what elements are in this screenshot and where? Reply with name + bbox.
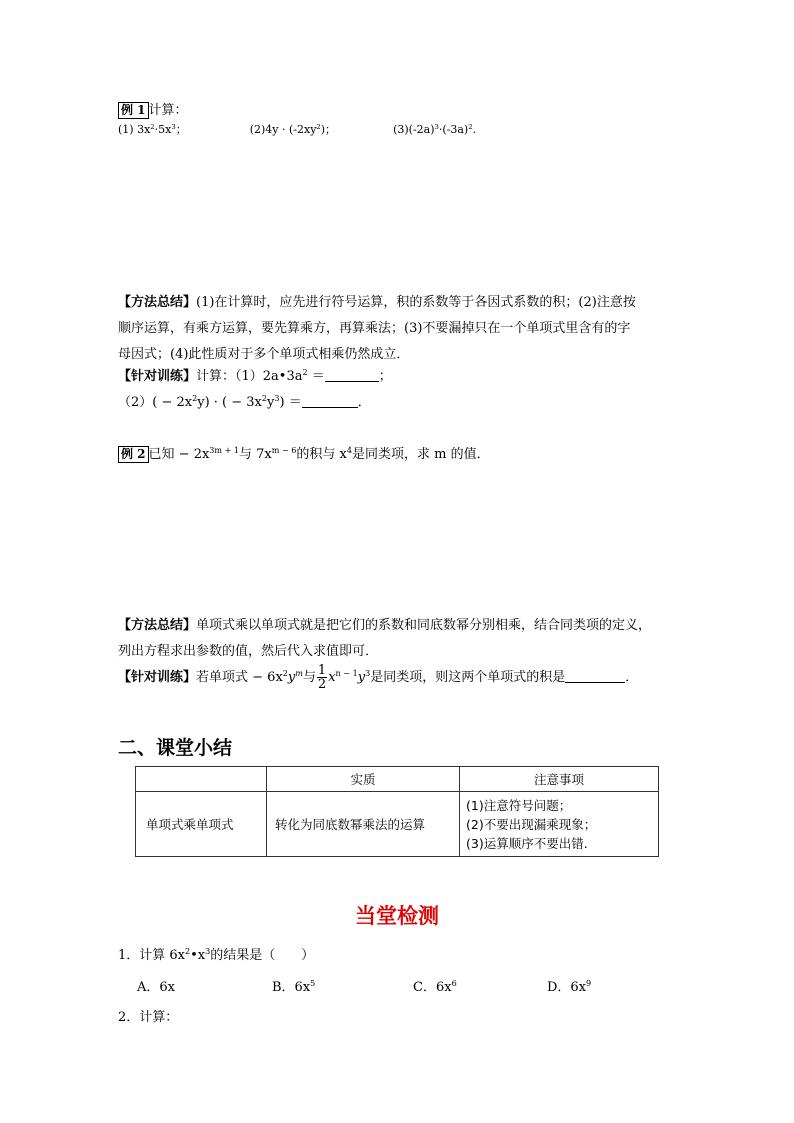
method-summary-2-line-2: 列出方程求出参数的值，然后代入求值即可． [118,644,379,659]
training-1-line-2: $(2)( - 2x^2y)$ · ( − $3x^2y^3$) ＝ ． [118,394,371,410]
table-header-row [136,767,659,792]
row-label: 单项式乘单项式 [136,792,267,857]
section-heading: 二、课堂小结 [118,737,233,759]
fraction: $\frac{1}{2}$ [317,663,327,692]
method-summary-1-line-2: 顺序运算，有乘方运算，要先算乘方，再算乘法；(3)不要漏掉只在一个单项式里含有的字 [118,321,631,336]
option-a[interactable]: A．6x [137,980,175,995]
question-2: 2．计算： [118,1010,179,1025]
option-b[interactable]: B．$6x^5$ [272,979,316,995]
question-1: 1．计算 $6x^2•x^3$的结果是（ ） [118,947,315,963]
summary-table [135,766,659,857]
test-title: 当堂检测 [355,904,439,928]
answer-blank[interactable] [302,394,358,408]
note-item: (3)运算顺序不要出错. [466,835,588,851]
example-1-heading [118,99,188,119]
training-1-line-1: 【针对训练】计算：$(1)2a•3a^2$ ＝ ； [118,368,392,384]
method-summary-1 [118,290,636,368]
option-c[interactable]: C．$6x^6$ [413,979,457,995]
method-summary-1-line-1: (1)在计算时，应先进行符号运算，积的系数等于各因式系数的积；(2)注意按 [196,295,636,310]
example-2: 例 2 已知 − $2x^{3m + 1}$与 $7x^{m - 6}$的积与 $x^4$是同类项，求 m 的值． [118,443,490,463]
row-essence: 转化为同底数幂乘法的运算 [267,792,460,857]
header-cell: 注意事项 [460,767,659,792]
example-2-label: 例 2 [118,446,149,463]
answer-blank[interactable] [325,368,379,382]
method-summary-2-label: 【方法总结】 [118,618,197,633]
training-2: 【针对训练】若单项式 − $6x^2y^m$与 $\frac{1}{2}$ $x^{n - 1}y^3$是同类项，则这两个单项式的积是 ． [118,663,639,692]
example-1-text: 计算： [148,103,188,118]
method-summary-1-label: 【方法总结】 [118,295,197,310]
training-1 [118,364,392,416]
note-item: (1)注意符号问题； [466,797,572,813]
example-1-part-3: $(3)(-2a)^3\cdot(-3a)^2$. [393,122,477,136]
method-summary-2 [118,613,651,665]
note-item: (2)不要出现漏乘现象； [466,816,597,832]
example-1-part-1: (1) $3x^2\cdot 5x^3$； [118,122,187,136]
method-summary-2-line-1: 单项式乘以单项式就是把它们的系数和同底数幂分别相乘，结合同类项的定义， [196,618,652,633]
table-row [136,792,659,857]
answer-blank[interactable] [565,669,625,683]
option-d[interactable]: D．$6x^9$ [547,979,592,995]
header-cell: 实质 [267,767,460,792]
header-cell [136,767,267,792]
method-summary-1-line-3: 母因式；(4)此性质对于多个单项式相乘仍然成立． [118,347,410,362]
example-1-label: 例 1 [118,102,149,119]
example-1-parts [118,121,476,137]
row-notes [460,792,659,857]
example-1-part-2: $(2)4y \cdot (-2xy^2)$； [249,122,337,136]
